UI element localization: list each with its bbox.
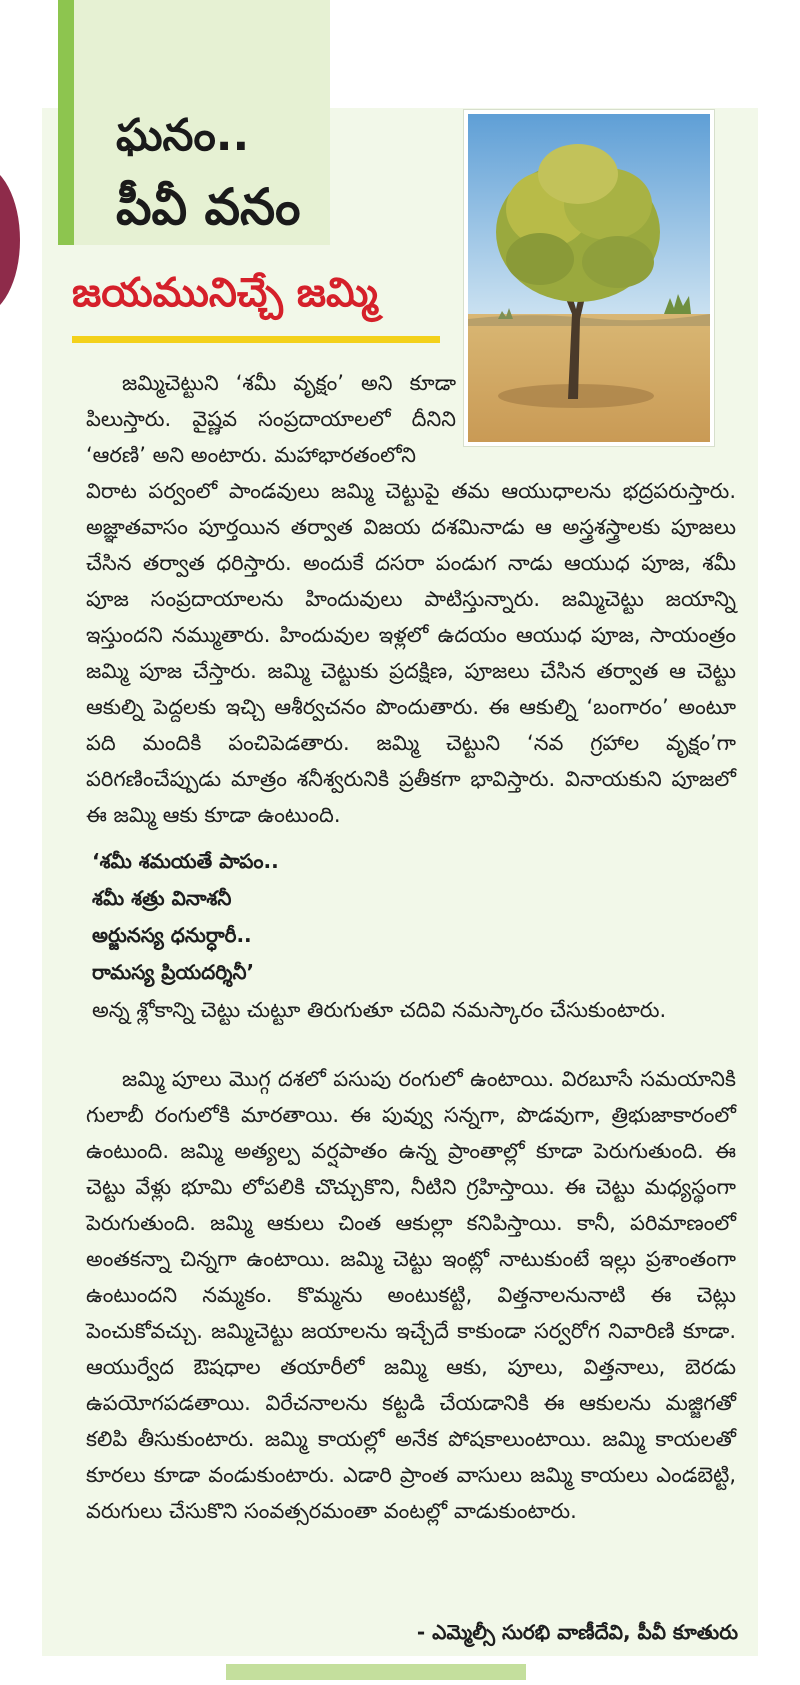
- paragraph-1-intro: జమ్మిచెట్టుని ‘శమీ వృక్షం’ అని కూడా పిలుస్తారు. వైష్ణవ సంప్రదాయాలలో దీనిని ‘ఆరణి’ అని అంటారు. మహాభారతంలోని: [86, 371, 456, 467]
- subtitle-underline: [72, 336, 440, 343]
- verse-line: అర్జునస్య ధనుర్ధారీ..: [92, 923, 252, 947]
- left-edge-ornament: [0, 165, 20, 315]
- tree-photo: [464, 110, 714, 446]
- title-box: [58, 0, 330, 245]
- verse-followup: అన్న శ్లోకాన్ని చెట్టు చుట్టూ తిరుగుతూ చదివి నమస్కారం చేసుకుంటారు.: [92, 998, 667, 1022]
- article-subtitle: జయమునిచ్చే జమ్మి: [72, 270, 378, 316]
- title-line-2: పీవీ వనం: [116, 178, 301, 236]
- title-line-1: ఘనం..: [116, 110, 250, 161]
- bottom-decor-bar: [226, 1664, 526, 1680]
- verse-line: ‘శమీ శమయతే పాపం..: [92, 849, 279, 873]
- author-signature: - ఎమ్మెల్సీ సురభి వాణీదేవి, పీవీ కూతురు: [416, 1620, 738, 1644]
- shloka-verse: [92, 843, 692, 991]
- tree-illustration: [468, 114, 710, 442]
- paragraph-1-body: విరాట పర్వంలో పాండవులు జమ్మి చెట్టుపై తమ ఆయుధాలను భద్రపరుస్తారు. అజ్ఞాతవాసం పూర్తయిన తర్వాత విజయ దశమినాడు ఆ అస్త్రశస్త్రాలకు పూజలు చేసిన తర్వాత ధరిస్తారు. అందుకే దసరా పండుగ నాడు ఆయుధ పూజ, శమీ పూజ సంప్రదాయాలను హిందువులు పాటిస్తున్నారు. జమ్మిచెట్టు జయాన్ని ఇస్తుందని నమ్ముతారు. హిందువుల ఇళ్లలో ఉదయం ఆయుధ పూజ, సాయంత్రం జమ్మి పూజ చేస్తారు. జమ్మి చెట్టుకు ప్రదక్షిణ, పూజలు చేసిన తర్వాత ఆ చెట్టు ఆకుల్ని పెద్దలకు ఇచ్చి ఆశీర్వచనం పొందుతారు. ఈ ఆకుల్ని ‘బంగారం’ అంటూ పది మందికి పంచిపెడతారు. జమ్మి చెట్టుని ‘నవ గ్రహాల వృక్షం’గా పరిగణించేప్పుడు మాత్రం శనీశ్వరునికి ప్రతీకగా భావిస్తారు. వినాయకుని పూజలో ఈ జమ్మి ఆకు కూడా ఉంటుంది.: [86, 479, 736, 827]
- paragraph-2: జమ్మి పూలు మొగ్గ దశలో పసుపు రంగులో ఉంటాయి. విరబూసే సమయానికి గులాబీ రంగులోకి మారతాయి. ఈ పువ్వు సన్నగా, పొడవుగా, త్రిభుజాకారంలో ఉంటుంది. జమ్మి అత్యల్ప వర్షపాతం ఉన్న ప్రాంతాల్లో కూడా పెరుగుతుంది. ఈ చెట్టు వేళ్లు భూమి లోపలికి చొచ్చుకొని, నీటిని గ్రహిస్తాయి. ఈ చెట్టు మధ్యస్థంగా పెరుగుతుంది. జమ్మి ఆకులు చింత ఆకుల్లా కనిపిస్తాయి. కానీ, పరిమాణంలో అంతకన్నా చిన్నగా ఉంటాయి. జమ్మి చెట్టు ఇంట్లో నాటుకుంటే ఇల్లు ప్రశాంతంగా ఉంటుందని నమ్మకం. కొమ్మను అంటుకట్టి, విత్తనాలనునాటి ఈ చెట్లు పెంచుకోవచ్చు. జమ్మిచెట్టు జయాలను ఇచ్చేదే కాకుండా సర్వరోగ నివారిణి కూడా. ఆయుర్వేద ఔషధాల తయారీలో జమ్మి ఆకు, పూలు, విత్తనాలు, బెరడు ఉపయోగపడతాయి. విరేచనాలను కట్టడి చేయడానికి ఈ ఆకులను మజ్జిగతో కలిపి తీసుకుంటారు. జమ్మి కాయల్లో అనేక పోషకాలుంటాయి. జమ్మి కాయలతో కూరలు కూడా వండుకుంటారు. ఎడారి ప్రాంత వాసులు జమ్మి కాయలు ఎండబెట్టి, వరుగులు చేసుకొని సంవత్సరమంతా వంటల్లో వాడుకుంటారు.: [86, 1067, 736, 1523]
- verse-line: రామస్య ప్రియదర్శినీ’: [92, 960, 255, 984]
- verse-line: శమీ శత్రు వినాశనీ: [92, 886, 232, 910]
